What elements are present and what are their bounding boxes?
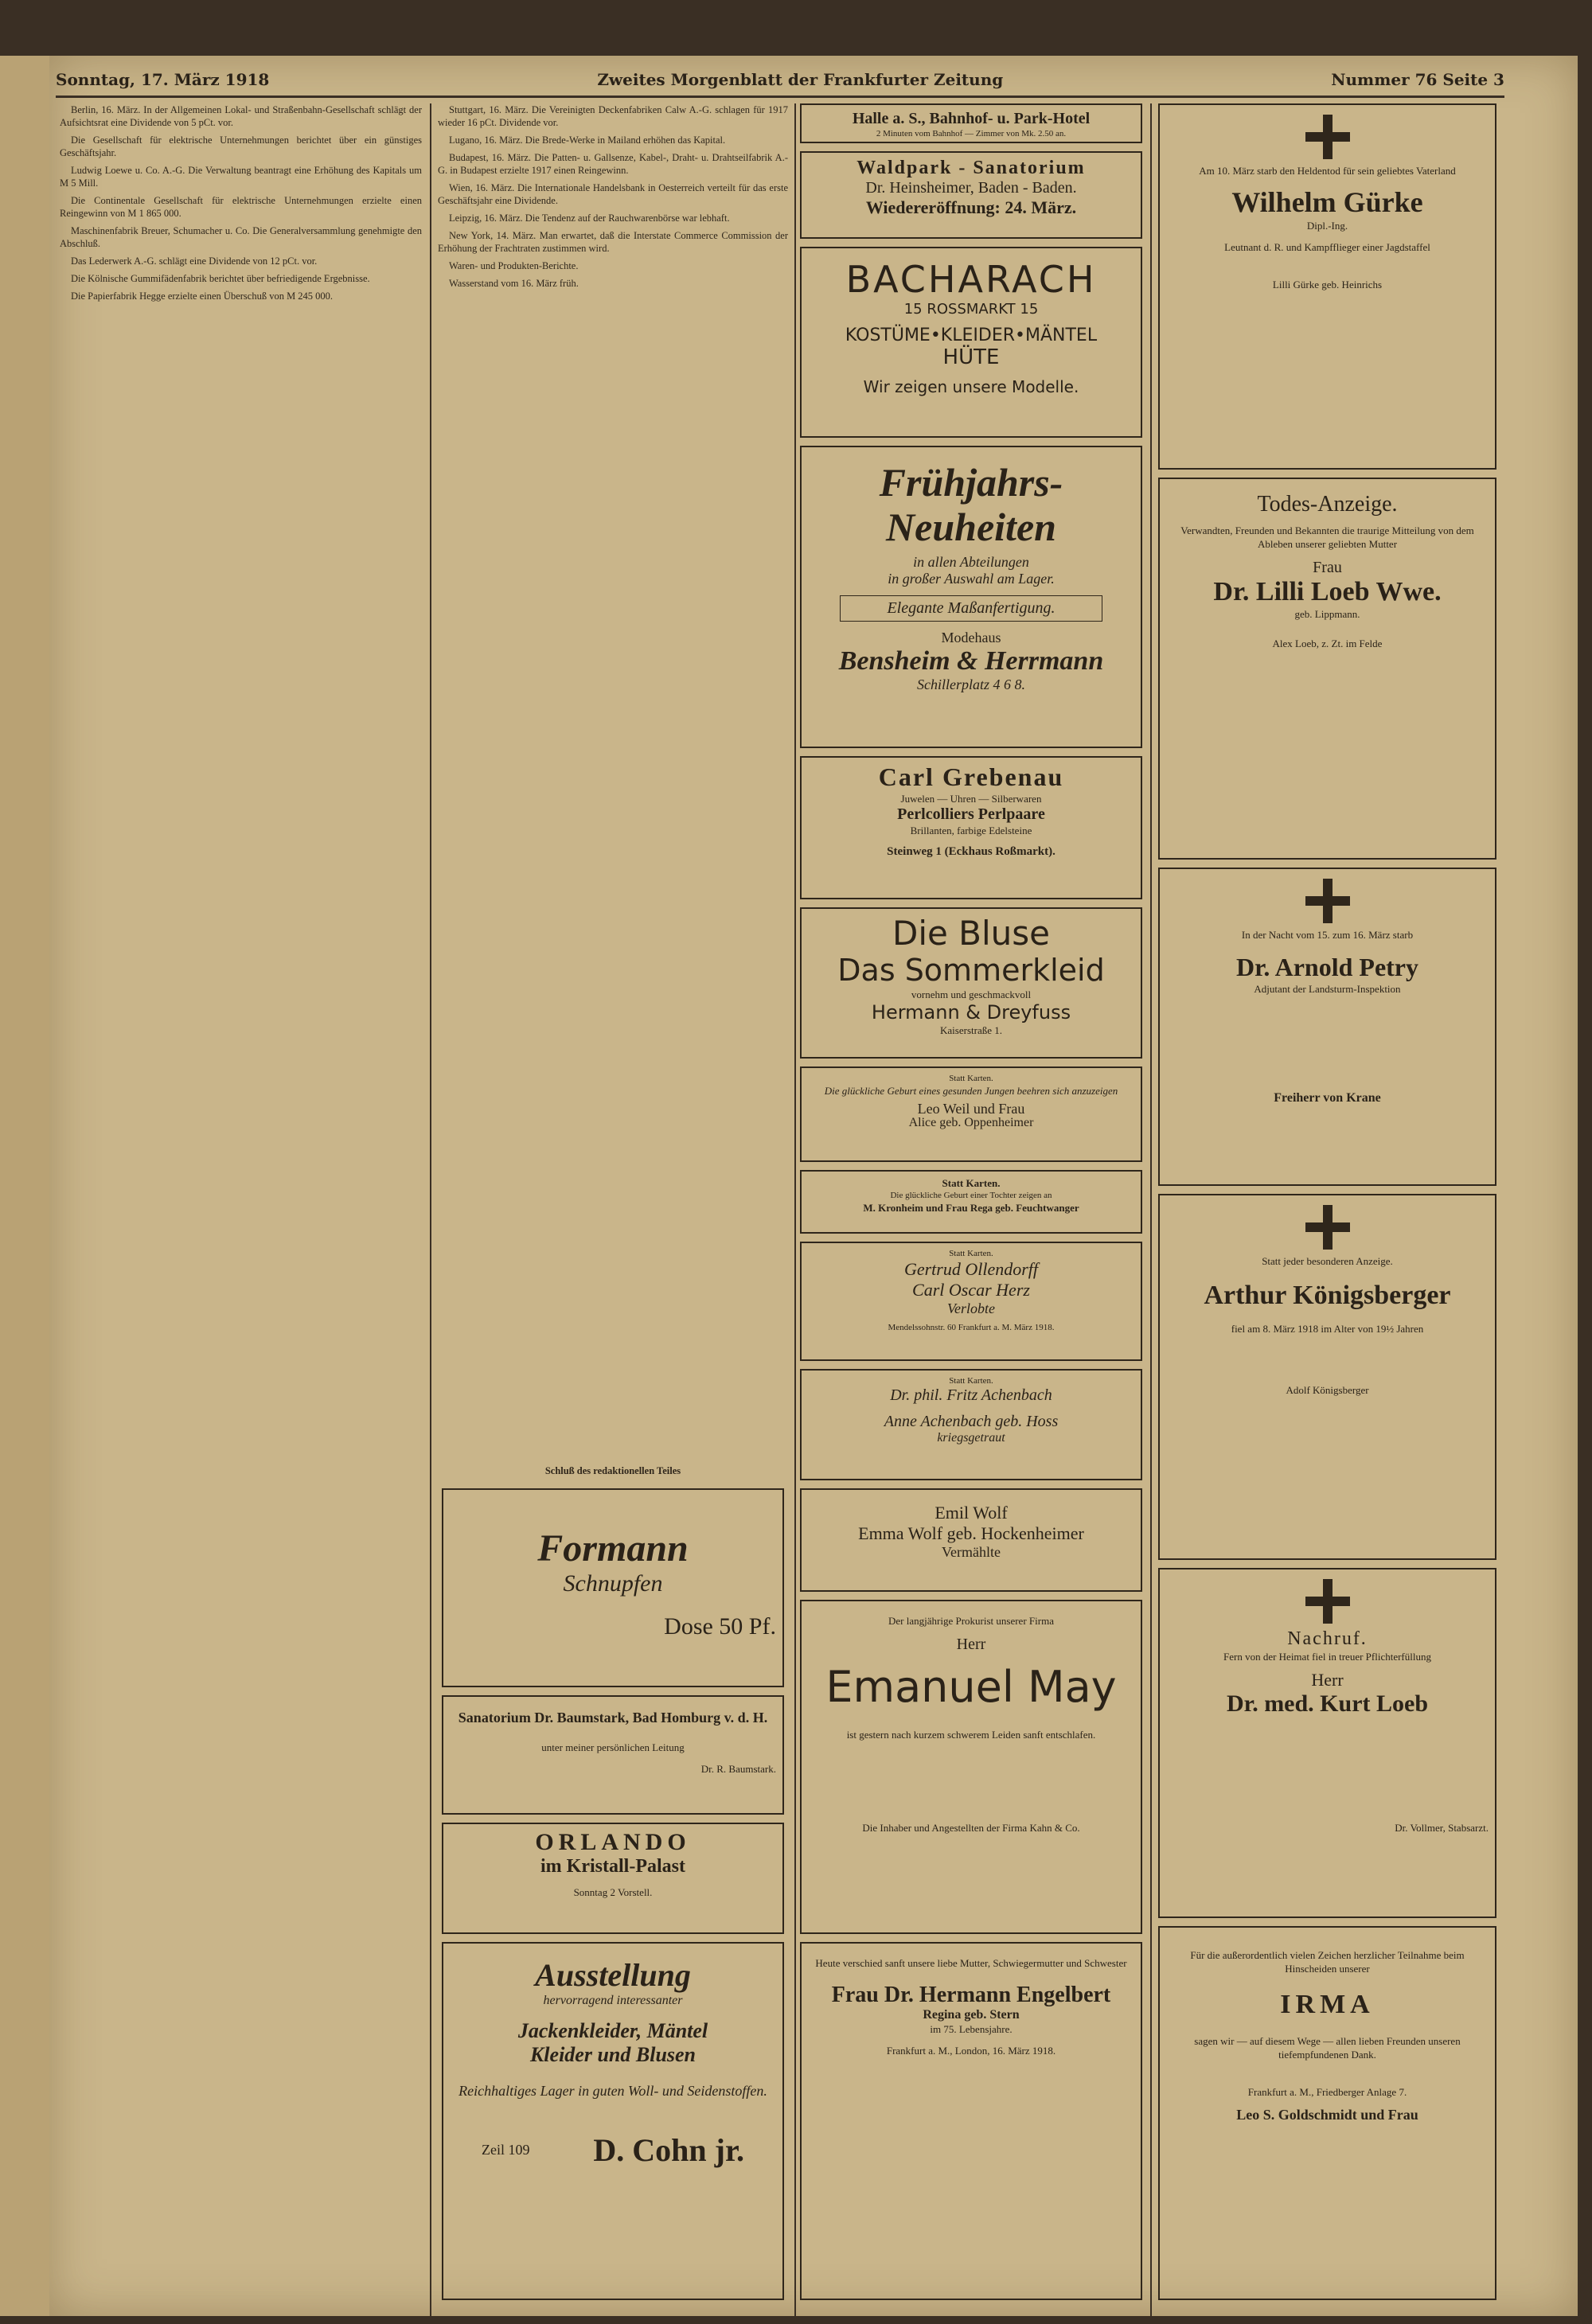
iron-cross-icon <box>1304 1577 1352 1625</box>
waldpark-sub: Dr. Heinsheimer, Baden - Baden. <box>865 179 1077 197</box>
article-paragraph: Budapest, 16. März. Die Patten- u. Gallsenze, Kabel-, Draht- u. Drahtseilfabrik A.-G. in Budapest erzielte 1917 einen Reingewinn. <box>438 152 788 176</box>
bluse-line2: Das Sommerkleid <box>837 953 1105 988</box>
article-paragraph: Ludwig Loewe u. Co. A.-G. Die Verwaltung beantragt eine Erhöhung des Kapitals um M 5 Mill. <box>60 165 422 189</box>
article-column-1 <box>60 103 422 2316</box>
irma-place: Frankfurt a. M., Friedberger Anlage 7. <box>1247 2086 1407 2098</box>
article-paragraph: Berlin, 16. März. In der Allgemeinen Lokal- und Straßenbahn-Gesellschaft schlägt der Aufsichtsrat eine Dividende von 5 pCt. vor. <box>60 104 422 128</box>
bluse-firm: Hermann & Dreyfuss <box>871 1001 1071 1024</box>
fruehjahr-sub3: Elegante Maßanfertigung. <box>840 595 1102 622</box>
engelbert-age: im 75. Lebensjahre. <box>930 2023 1013 2035</box>
achenbach-word: kriegsgetraut <box>937 1431 1005 1445</box>
ad-baumstark <box>442 1695 784 1815</box>
kurtloeb-intro: Fern von der Heimat fiel in treuer Pflichterfüllung <box>1223 1651 1431 1663</box>
iron-cross-icon <box>1304 113 1352 161</box>
loeb-title: Frau <box>1313 559 1342 576</box>
page-header <box>56 64 1504 98</box>
irma-thanks: sagen wir — auf diesem Wege — allen lieben Freunden unseren tiefempfundenen Dank. <box>1194 2035 1461 2061</box>
wolf-n2: Emma Wolf geb. Hockenheimer <box>858 1523 1084 1543</box>
fruehjahr-sub1: in allen Abteilungen <box>913 554 1029 570</box>
fruehjahr-title: Frühjahrs-Neuheiten <box>879 460 1063 549</box>
loeb-intro: Verwandten, Freunden und Bekannten die traurige Mitteilung von dem Ableben unserer geliebten Mutter <box>1180 524 1474 550</box>
loeb-kids: Alex Loeb, z. Zt. im Felde <box>1272 638 1383 649</box>
wolf-n1: Emil Wolf <box>935 1503 1008 1523</box>
obituary-petry <box>1158 868 1496 1186</box>
bacharach-items: KOSTÜME•KLEIDER•MÄNTEL <box>845 326 1098 345</box>
ad-formann <box>442 1488 784 1687</box>
ad-bacharach <box>800 247 1142 438</box>
ad-weil-birth <box>800 1066 1142 1162</box>
article-paragraph: Lugano, 16. März. Die Brede-Werke in Mailand erhöhen das Kapital. <box>449 135 726 146</box>
grebenau-addr: Steinweg 1 (Eckhaus Roßmarkt). <box>887 845 1055 858</box>
grebenau-sub3: Brillanten, farbige Edelsteine <box>910 825 1032 836</box>
iron-cross-icon <box>1304 1203 1352 1251</box>
weil-nee: Alice geb. Oppenheimer <box>908 1116 1034 1129</box>
irma-name: IRMA <box>1280 1990 1375 2019</box>
engelbert-nee: Regina geb. Stern <box>923 2008 1020 2022</box>
ad-ausstellung <box>442 1942 784 2300</box>
ad-bluse <box>800 907 1142 1059</box>
may-name: Emanuel May <box>825 1662 1117 1712</box>
header-page: Nummer 76 Seite 3 <box>1331 70 1504 89</box>
ollendorf-word: Verlobte <box>947 1300 995 1316</box>
ausstellung-sub: hervorragend interessanter <box>543 1994 683 2007</box>
article-paragraph: Das Lederwerk A.-G. schlägt eine Dividende von 12 pCt. vor. <box>71 255 318 267</box>
article-paragraph: Wasserstand vom 16. März früh. <box>449 278 579 289</box>
iron-cross-icon <box>1304 877 1352 925</box>
may-herr: Herr <box>956 1636 986 1653</box>
article-paragraph: Leipzig, 16. März. Die Tendenz auf der Rauchwarenbörse war lebhaft. <box>449 213 730 224</box>
ad-orlando <box>442 1823 784 1934</box>
ollendorf-head: Statt Karten. <box>949 1249 993 1258</box>
may-outro: Die Inhaber und Angestellten der Firma Kahn & Co. <box>862 1822 1080 1834</box>
obituary-engelbert <box>800 1942 1142 2300</box>
guerke-mourners: Lilli Gürke geb. Heinrichs <box>1272 279 1383 290</box>
obituary-koenigsberger <box>1158 1194 1496 1560</box>
ollendorf-n1: Gertrud Ollendorff <box>903 1259 1039 1279</box>
ad-grebenau <box>800 756 1142 899</box>
petry-intro: In der Nacht vom 15. zum 16. März starb <box>1241 929 1414 941</box>
baumstark-sub: unter meiner persönlichen Leitung <box>541 1741 685 1753</box>
obituary-guerke <box>1158 103 1496 470</box>
bacharach-title: BACHARACH <box>845 258 1097 301</box>
ollendorf-n2: Carl Oscar Herz <box>912 1280 1030 1300</box>
weil-names: Leo Weil und Frau <box>917 1101 1025 1117</box>
koenigsberger-intro: Statt jeder besonderen Anzeige. <box>1262 1255 1393 1267</box>
halle-title: Halle a. S., Bahnhof- u. Park-Hotel <box>852 110 1091 127</box>
article-paragraph: New York, 14. März. Man erwartet, daß die Interstate Commerce Commission der Erhöhung der Frachtraten zustimmen wird. <box>438 230 788 254</box>
header-title: Zweites Morgenblatt der Frankfurter Zeitung <box>597 70 1004 89</box>
baumstark-name: Dr. R. Baumstark. <box>700 1763 776 1775</box>
article-paragraph: Maschinenfabrik Breuer, Schumacher u. Co. Die Generalversammlung genehmigte den Abschluß. <box>60 225 422 249</box>
guerke-name: Wilhelm Gürke <box>1231 186 1423 218</box>
rega-names: M. Kronheim und Frau Rega geb. Feuchtwanger <box>863 1202 1079 1214</box>
ad-ollendorf-engagement <box>800 1242 1142 1361</box>
guerke-text: Leutnant d. R. und Kampfflieger einer Jagdstaffel <box>1224 241 1430 253</box>
article-paragraph: Die Papierfabrik Hegge erzielte einen Überschuß von M 245 000. <box>71 290 334 302</box>
formann-price: Dose 50 Pf. <box>664 1613 776 1640</box>
ad-wolf-wedding <box>800 1488 1142 1592</box>
kurtloeb-herr: Herr <box>1311 1670 1344 1690</box>
orlando-sub: im Kristall-Palast <box>540 1856 685 1877</box>
kurtloeb-head: Nachruf. <box>1287 1628 1368 1649</box>
column-rule <box>1150 103 1152 2316</box>
formann-brand: Formann <box>537 1527 689 1569</box>
article-paragraph: Die Continentale Gesellschaft für elektrische Unternehmungen erzielte einen Reingewinn von M 1 865 000. <box>60 195 422 219</box>
ausstellung-addr: Zeil 109 <box>481 2142 530 2158</box>
rega-text: Die glückliche Geburt einer Tochter zeigen an <box>890 1191 1052 1200</box>
article-paragraph: Waren- und Produkten-Berichte. <box>449 260 579 271</box>
grebenau-title: Carl Grebenau <box>878 762 1064 791</box>
adjacent-page-edge <box>0 56 51 2316</box>
ausstellung-title: Ausstellung <box>535 1957 691 1993</box>
article-paragraph: Wien, 16. März. Die Internationale Handelsbank in Oesterreich verteilt für das erste Geschäftsjahr eine Dividende. <box>438 182 788 206</box>
irma-sign: Leo S. Goldschmidt und Frau <box>1236 2107 1418 2123</box>
weil-head: Statt Karten. <box>949 1074 993 1083</box>
ad-achenbach-wedding <box>800 1369 1142 1480</box>
baumstark-title: Sanatorium Dr. Baumstark, Bad Homburg v. d. H. <box>458 1710 768 1725</box>
editorial-end-line: Schluß des redaktionellen Teiles <box>544 1465 681 1476</box>
fruehjahr-sub2: in großer Auswahl am Lager. <box>888 571 1055 587</box>
koenigsberger-mourners: Adolf Königsberger <box>1286 1384 1369 1396</box>
ad-halle-hotel <box>800 103 1142 143</box>
article-paragraph: Die Kölnische Gummifädenfabrik berichtet über befriedigende Ergebnisse. <box>71 273 370 284</box>
loeb-nee: geb. Lippmann. <box>1294 608 1360 620</box>
loeb-name: Dr. Lilli Loeb Wwe. <box>1213 577 1442 606</box>
guerke-intro: Am 10. März starb den Heldentod für sein geliebtes Vaterland <box>1199 165 1456 177</box>
fruehjahr-addr: Schillerplatz 4 6 8. <box>917 677 1025 692</box>
ausstellung-shop: D. Cohn jr. <box>593 2132 745 2168</box>
petry-sub: Adjutant der Landsturm-Inspektion <box>1254 983 1401 995</box>
engelbert-name: Frau Dr. Hermann Engelbert <box>831 1983 1111 2007</box>
ollendorf-place: Mendelssohnstr. 60 Frankfurt a. M. März 1918. <box>888 1323 1055 1332</box>
bacharach-hats: HÜTE <box>942 345 1000 369</box>
engelbert-intro: Heute verschied sanft unsere liebe Mutter, Schwiegermutter und Schwester <box>815 1957 1127 1969</box>
ad-rega-birth <box>800 1170 1142 1234</box>
grebenau-sub2: Perlcolliers Perlpaare <box>897 805 1045 823</box>
halle-sub: 2 Minuten vom Bahnhof — Zimmer von Mk. 2.50 an. <box>876 129 1067 138</box>
koenigsberger-name: Arthur Königsberger <box>1204 1281 1451 1310</box>
article-paragraph: Stuttgart, 16. März. Die Vereinigten Deckenfabriken Calw A.-G. schlagen für 1917 wieder 16 pCt. Dividende vor. <box>438 104 788 128</box>
bluse-line1: Die Bluse <box>892 914 1051 953</box>
kurtloeb-sign: Dr. Vollmer, Stabsarzt. <box>1395 1822 1489 1834</box>
petry-name: Dr. Arnold Petry <box>1235 953 1418 981</box>
article-paragraph: Die Gesellschaft für elektrische Unternehmungen berichtet über ein günstiges Geschäftsjahr. <box>60 135 422 158</box>
engelbert-place: Frankfurt a. M., London, 16. März 1918. <box>886 2045 1056 2057</box>
bacharach-addr: 15 ROSSMARKT 15 <box>903 301 1039 318</box>
ausstellung-items1: Jackenkleider, Mäntel <box>517 2019 708 2042</box>
obituary-lilli-loeb <box>1158 478 1496 860</box>
orlando-title: ORLANDO <box>535 1829 691 1855</box>
header-date: Sonntag, 17. März 1918 <box>56 70 270 89</box>
may-text: ist gestern nach kurzem schwerem Leiden sanft entschlafen. <box>846 1729 1096 1741</box>
fruehjahr-name: Bensheim & Herrmann <box>838 646 1104 676</box>
may-intro: Der langjährige Prokurist unserer Firma <box>888 1615 1054 1627</box>
achenbach-head: Statt Karten. <box>949 1376 993 1386</box>
rega-head: Statt Karten. <box>942 1177 1001 1189</box>
obituary-kurt-loeb <box>1158 1568 1496 1918</box>
fruehjahr-house: Modehaus <box>941 630 1001 645</box>
column-rule <box>794 103 796 2316</box>
wolf-word: Vermählte <box>942 1544 1001 1560</box>
waldpark-note: Wiedereröffnung: 24. März. <box>865 197 1077 217</box>
achenbach-n2: Anne Achenbach geb. Hoss <box>884 1413 1059 1430</box>
ausstellung-note: Reichhaltiges Lager in guten Woll- und Seidenstoffen. <box>458 2083 767 2099</box>
bacharach-slogan: Wir zeigen unsere Modelle. <box>863 377 1079 396</box>
waldpark-title: Waldpark - Sanatorium <box>856 158 1086 178</box>
ausstellung-items2: Kleider und Blusen <box>529 2043 696 2066</box>
column-rule <box>430 103 431 2316</box>
orlando-note: Sonntag 2 Vorstell. <box>573 1886 653 1898</box>
ad-waldpark <box>800 151 1142 239</box>
ad-fruehjahr-neuheiten <box>800 446 1142 748</box>
bluse-addr: Kaiserstraße 1. <box>940 1024 1002 1036</box>
article-column-2 <box>438 103 788 1456</box>
grebenau-sub: Juwelen — Uhren — Silberwaren <box>900 793 1042 805</box>
irma-intro: Für die außerordentlich vielen Zeichen herzlicher Teilnahme beim Hinscheiden unserer <box>1190 1949 1465 1975</box>
kurtloeb-name: Dr. med. Kurt Loeb <box>1226 1690 1429 1717</box>
guerke-title: Dipl.-Ing. <box>1306 220 1348 232</box>
loeb-head: Todes-Anzeige. <box>1257 492 1398 517</box>
weil-text: Die glückliche Geburt eines gesunden Jungen beehren sich anzuzeigen <box>824 1085 1118 1097</box>
obituary-emanuel-may <box>800 1600 1142 1934</box>
thanks-irma <box>1158 1926 1496 2300</box>
petry-sign: Freiherr von Krane <box>1274 1091 1381 1105</box>
formann-product: Schnupfen <box>563 1570 663 1597</box>
koenigsberger-text: fiel am 8. März 1918 im Alter von 19½ Jahren <box>1231 1323 1424 1335</box>
achenbach-n1: Dr. phil. Fritz Achenbach <box>890 1386 1052 1404</box>
bluse-sub: vornehm und geschmackvoll <box>911 988 1032 1000</box>
